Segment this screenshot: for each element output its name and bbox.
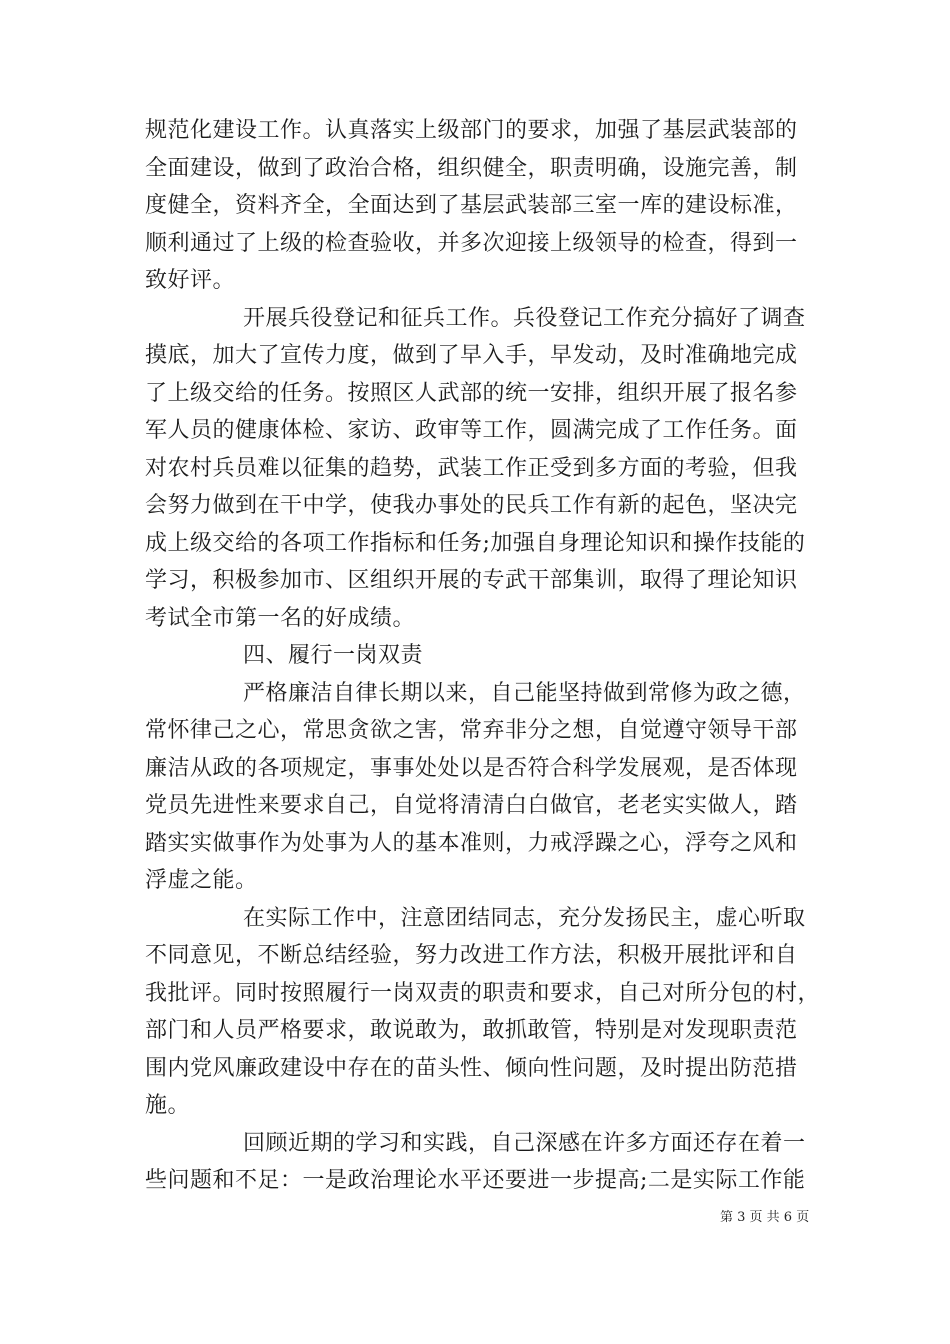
- text-line: 党员先进性来要求自己，自觉将清清白白做官，老老实实做人，踏: [145, 793, 798, 818]
- text-line: 度健全，资料齐全，全面达到了基层武装部三室一库的建设标准，: [145, 193, 798, 218]
- paragraph-start-line: 在实际工作中，注意团结同志，充分发扬民主，虚心听取: [243, 905, 806, 931]
- paragraph-start-line: 回顾近期的学习和实践，自己深感在许多方面还存在着一: [243, 1130, 806, 1156]
- section-heading: 四、履行一岗双责: [243, 643, 424, 668]
- text-line: 会努力做到在干中学，使我办事处的民兵工作有新的起色，坚决完: [145, 493, 798, 518]
- text-line: 施。: [145, 1093, 191, 1118]
- text-line: 廉洁从政的各项规定，事事处处以是否符合科学发展观，是否体现: [145, 755, 798, 781]
- text-line: 常怀律己之心，常思贪欲之害，常弃非分之想，自觉遵守领导干部: [145, 718, 798, 743]
- text-line: 部门和人员严格要求，敢说敢为，敢抓敢管，特别是对发现职责范: [145, 1018, 798, 1043]
- text-line: 规范化建设工作。认真落实上级部门的要求，加强了基层武装部的: [145, 118, 798, 143]
- text-line: 围内党风廉政建设中存在的苗头性、倾向性问题，及时提出防范措: [145, 1055, 798, 1081]
- text-line: 我批评。同时按照履行一岗双责的职责和要求，自己对所分包的村，: [145, 980, 821, 1006]
- text-line: 对农村兵员难以征集的趋势，武装工作正受到多方面的考验，但我: [145, 455, 798, 481]
- text-line: 顺利通过了上级的检查验收，并多次迎接上级领导的检查，得到一: [145, 230, 798, 256]
- text-line: 浮虚之能。: [145, 868, 258, 893]
- text-line: 了上级交给的任务。按照区人武部的统一安排，组织开展了报名参: [145, 380, 798, 406]
- paragraph-start-line: 严格廉洁自律长期以来，自己能坚持做到常修为政之德，: [243, 680, 806, 706]
- page-number: 第 3 页 共 6 页: [720, 1210, 810, 1225]
- text-line: 全面建设，做到了政治合格，组织健全，职责明确，设施完善，制: [145, 155, 798, 181]
- text-line: 成上级交给的各项工作指标和任务;加强自身理论知识和操作技能的: [145, 530, 806, 556]
- document-body: [145, 112, 821, 1200]
- text-line: 军人员的健康体检、家访、政审等工作，圆满完成了工作任务。面: [145, 418, 798, 443]
- text-line: 考试全市第一名的好成绩。: [145, 605, 416, 631]
- text-line: 致好评。: [145, 268, 236, 293]
- text-line: 踏实实做事作为处事为人的基本准则，力戒浮躁之心，浮夸之风和: [145, 830, 798, 856]
- text-line: 学习，积极参加市、区组织开展的专武干部集训，取得了理论知识: [145, 568, 798, 593]
- text-line: 摸底，加大了宣传力度，做到了早入手，早发动，及时准确地完成: [145, 343, 798, 368]
- text-line: 些问题和不足：一是政治理论水平还要进一步提高;二是实际工作能: [145, 1168, 806, 1193]
- text-line: 不同意见，不断总结经验，努力改进工作方法，积极开展批评和自: [145, 943, 798, 968]
- paragraph-start-line: 开展兵役登记和征兵工作。兵役登记工作充分搞好了调查: [243, 305, 806, 331]
